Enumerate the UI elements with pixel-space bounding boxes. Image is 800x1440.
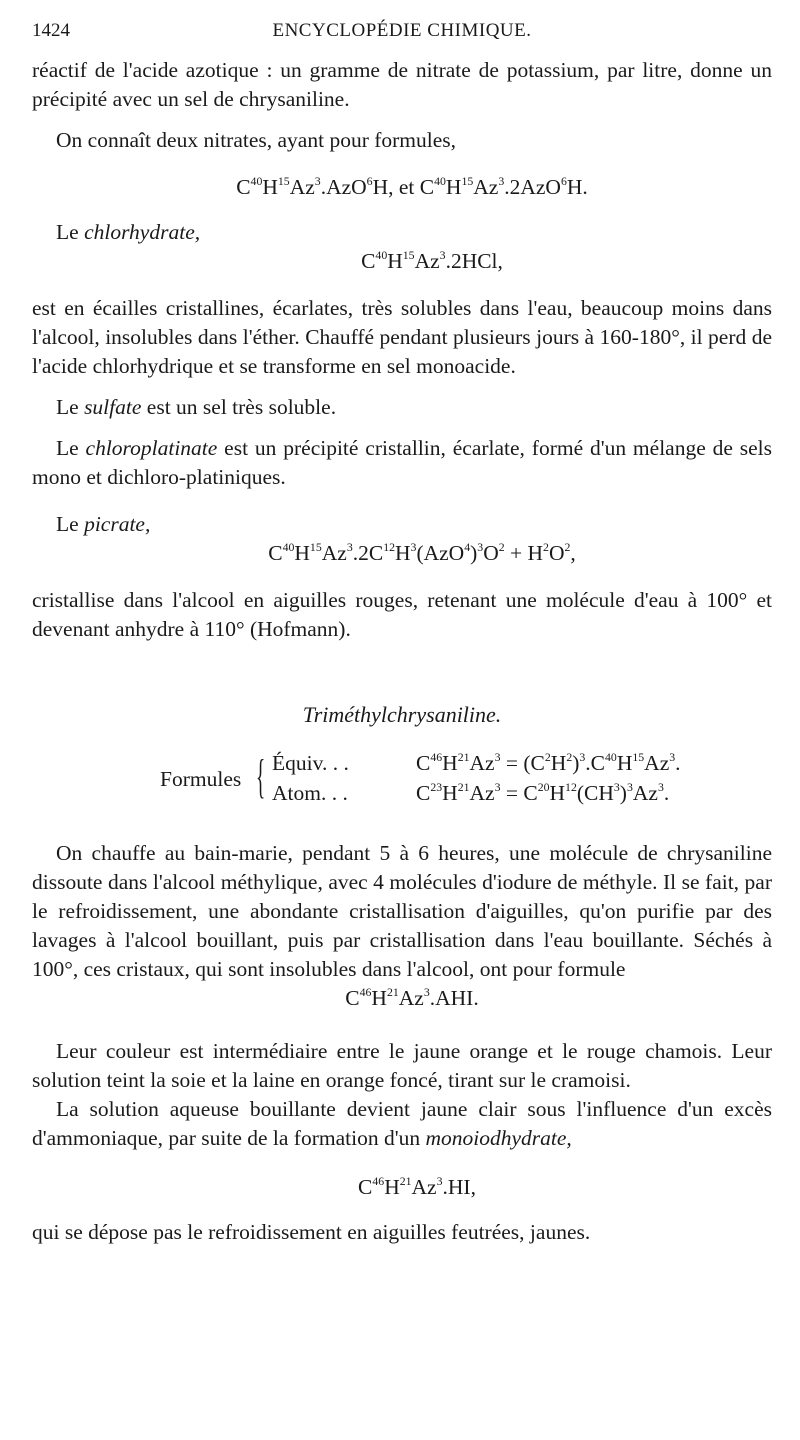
formula-ahi: $C^{46}H^{21}Az^3.AHI$. <box>345 985 479 1010</box>
paragraph-picrate-properties: cristallise dans l'alcool en aiguilles rouges, retenant une molécule d'eau à 100° et devenant anhydre à 110° (Hofmann). <box>32 588 772 641</box>
paragraph-ammonia: La solution aqueuse bouillante devient jaune clair sous l'influence d'un excès d'ammoniaque, par suite de la formation d'un monoiodhydrate, <box>32 1097 772 1150</box>
term-chlorhydrate: chlorhydrate, <box>84 220 201 244</box>
paragraph-deposit: qui se dépose pas le refroidissement en aiguilles feutrées, jaunes. <box>32 1220 591 1244</box>
formulas-label: Formules <box>160 767 242 791</box>
brace-icon: { <box>256 750 266 803</box>
paragraph-picrate-lead: Le picrate, <box>56 512 151 536</box>
running-title: ENCYCLOPÉDIE CHIMIQUE. <box>272 20 532 41</box>
formula-chlorhydrate: $C^{40}H^{15}Az^3.2HCl$, <box>361 248 503 273</box>
page-body <box>32 56 772 1247</box>
paragraph-chlorhydrate-properties: est en écailles cristallines, écarlates, très solubles dans l'eau, beaucoup moins dans l'alcool, insolubles dans l'éther. Chauffé pendant plusieurs jours à 160-180°, il perd de l'acide chlorhydrique et se transforme en sel monoacide. <box>32 296 772 378</box>
paragraph-color: Leur couleur est intermédiaire entre le jaune orange et le rouge chamois. Leur solution teint la soie et la laine en orange foncé, tirant sur le cramoisi. <box>32 1039 772 1092</box>
formula-hi: $C^{46}H^{21}Az^3.HI$, <box>358 1174 476 1199</box>
paragraph-chloroplatinate: Le chloroplatinate est un précipité cristallin, écarlate, formé d'un mélange de sels mono et dichloro-platiniques. <box>32 436 772 489</box>
paragraph-preparation: On chauffe au bain-marie, pendant 5 à 6 heures, une molécule de chrysaniline dissoute dans l'alcool méthylique, avec 4 molécules d'iodure de méthyle. Il se fait, par le refroidissement, une abondante cristallisation d'aiguilles, qu'on purifie par des lavages à l'alcool bouillant, puis par cristallisation dans l'eau bouillante. Séchés à 100°, ces cristaux, qui sont insolubles dans l'alcool, ont pour formule <box>32 841 772 981</box>
paragraph-nitrate-reagent: réactif de l'acide azotique : un gramme de nitrate de potassium, par litre, donne un précipité avec un sel de chrysaniline. <box>32 58 772 111</box>
section-title: Triméthylchrysaniline. <box>302 702 502 727</box>
page-header <box>32 20 772 48</box>
formulas-block <box>32 749 772 809</box>
formula-equiv-row: Équiv. . . $C^{46}H^{21}Az^3 = (C^2H^2)^3.C^{40}H^{15}Az^3$. <box>272 750 681 775</box>
formula-nitrates: $C^{40}H^{15}Az^3.AzO^6H$, et $C^{40}H^{15}Az^3.2AzO^6H$. <box>236 174 588 199</box>
paragraph-chlorhydrate-lead: Le chlorhydrate, <box>56 220 201 244</box>
paragraph-sulfate: Le sulfate est un sel très soluble. <box>56 395 337 419</box>
formula-picrate: $C^{40}H^{15}Az^3.2C^{12}H^3(AzO^4)^3O^2 + H^2O^2$, <box>268 540 576 565</box>
page-number: 1424 <box>32 20 70 41</box>
formula-atom-row: Atom. . . $C^{23}H^{21}Az^3 = C^{20}H^{12}(CH^3)^3Az^3$. <box>272 780 670 805</box>
paragraph-nitrates-intro: On connaît deux nitrates, ayant pour formules, <box>56 128 457 152</box>
